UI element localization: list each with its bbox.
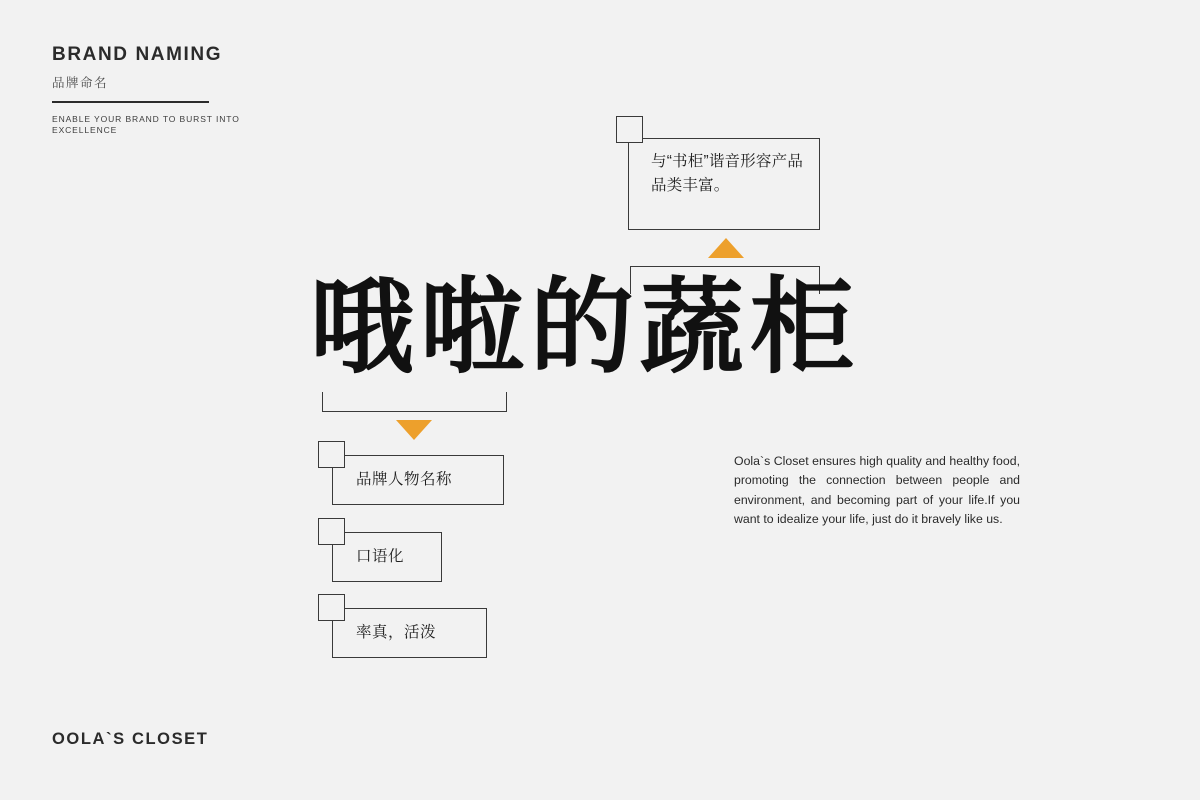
callout-3-text: 率真，活泼 [356,624,437,641]
callout-box-3 [332,608,487,658]
footer-brand: OOLA`S CLOSET [52,730,209,748]
page-subtitle: 品牌命名 [52,75,109,90]
callout-marker-square-icon [318,441,345,468]
callout-marker-square-icon [318,594,345,621]
callout-marker-square-icon [616,116,643,143]
page-title: BRAND NAMING [52,44,223,65]
arrow-up-icon [708,238,744,258]
connector-bracket-down [322,392,507,412]
callout-box-top [628,138,820,230]
header-divider [52,101,209,103]
description-paragraph: Oola`s Closet ensures high quality and healthy food, promoting the connection between people and environment, and becoming part of your life.If you want to idealize your life, just do it bravely like us. [734,454,1020,527]
callout-2-text: 口语化 [356,548,405,565]
arrow-down-icon [396,420,432,440]
callout-box-2 [332,532,442,582]
brand-name: 哦啦的蔬柜 [310,270,861,386]
callout-top-text: 与“书柜”谐音形容产品品类丰富。 [651,153,804,195]
callout-marker-square-icon [318,518,345,545]
header-tagline: ENABLE YOUR BRAND TO BURST INTO EXCELLENCE [52,113,240,136]
header-block [52,45,372,137]
callout-box-1 [332,455,504,505]
callout-1-text: 品牌人物名称 [356,471,453,488]
